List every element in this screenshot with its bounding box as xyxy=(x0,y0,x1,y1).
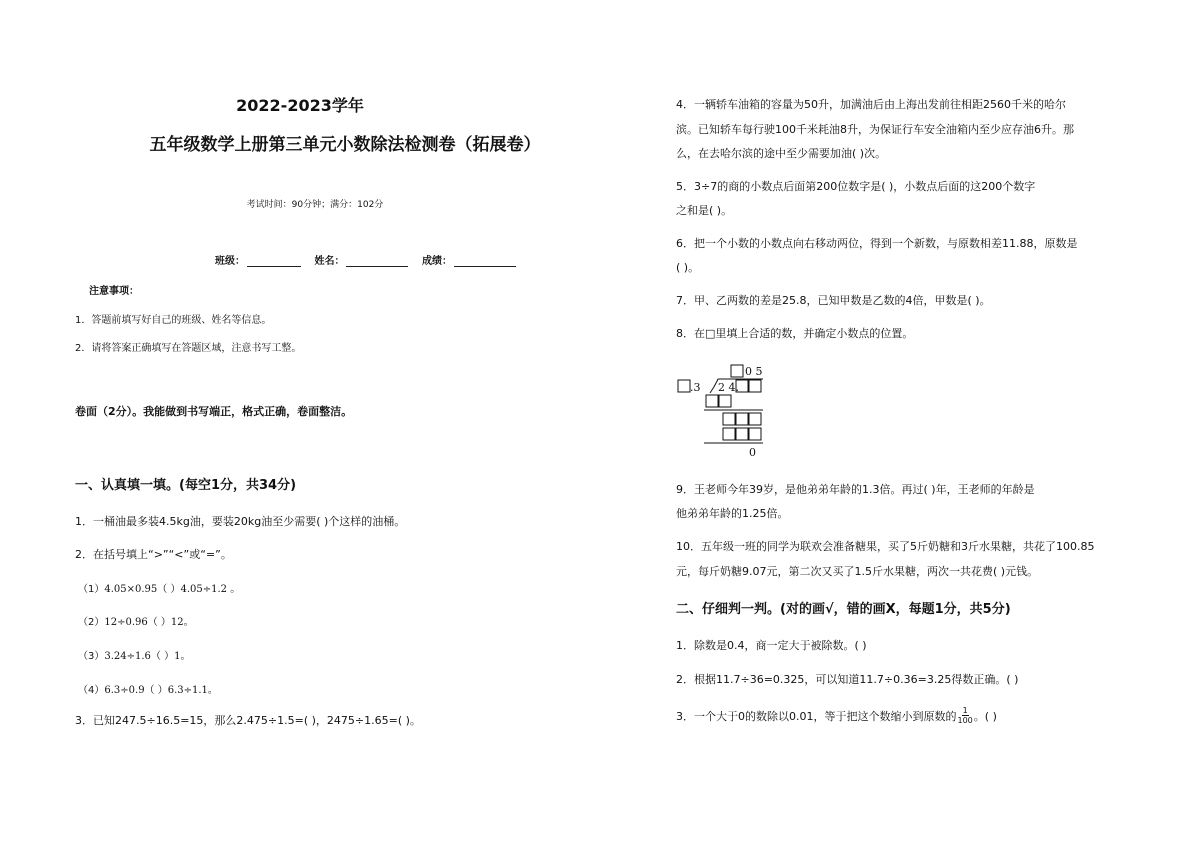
judge-question-1: 1．除数是0.4，商一定大于被除数。( ) xyxy=(676,639,867,652)
remainder-digit: 0 xyxy=(749,446,756,458)
question-5-line: 5．3÷7的商的小数点后面第200位数字是( )，小数点后面的这200个数字 xyxy=(676,180,1036,193)
sub-label: （2） xyxy=(78,617,105,628)
judge-question-3 xyxy=(676,706,997,725)
class-blank[interactable] xyxy=(247,256,301,267)
notes-title: 注意事项： xyxy=(89,286,139,297)
note-item: 2．请将答案正确填写在答题区域，注意书写工整。 xyxy=(75,343,302,354)
quotient-digits: 0 5 xyxy=(745,365,763,378)
question-3: 3．已知247.5÷16.5=15，那么2.475÷1.5=( )，2475÷1.65=( )。 xyxy=(75,714,421,727)
digit-box[interactable] xyxy=(723,413,735,425)
question-8: 8．在□里填上合适的数，并确定小数点的位置。 xyxy=(676,327,914,340)
question-4-line: 滨。已知轿车每行驶100千米耗油8升，为保证行车安全油箱内至少应存油6升。那 xyxy=(676,123,1074,136)
digit-box[interactable] xyxy=(736,413,748,425)
digit-box[interactable] xyxy=(749,428,761,440)
fraction-denominator: 100 xyxy=(957,716,973,725)
section2-heading: 二、仔细判一判。(对的画√，错的画X，每题1分，共5分) xyxy=(676,602,1011,617)
long-division-figure xyxy=(676,363,776,458)
exam-info: 考试时间：90分钟；满分：102分 xyxy=(246,200,384,210)
digit-box[interactable] xyxy=(678,380,690,392)
judge-question-3-tail: 。( ) xyxy=(973,709,997,723)
question-2: 2．在括号填上“>”“<”或“=”。 xyxy=(75,548,232,561)
digit-box[interactable] xyxy=(731,365,743,377)
sub-expr: 3.24÷1.6（ ）1。 xyxy=(104,651,191,662)
digit-box[interactable] xyxy=(723,428,735,440)
judge-question-3-text: 3．一个大于0的数除以0.01，等于把这个数缩小到原数的 xyxy=(676,709,957,723)
sub-label: （3） xyxy=(78,651,105,662)
divisor-digits: .3 xyxy=(690,381,701,394)
sub-label: （1） xyxy=(78,584,105,595)
question-10-line: 元，每斤奶糖9.07元，第二次又买了1.5斤水果糖，两次一共花费( )元钱。 xyxy=(676,565,1039,578)
sub-label: （4） xyxy=(78,685,105,696)
digit-box[interactable] xyxy=(719,395,731,407)
fraction xyxy=(958,706,973,725)
question-9-line: 他弟弟年龄的1.25倍。 xyxy=(676,507,789,520)
digit-box[interactable] xyxy=(736,428,748,440)
judge-question-2: 2．根据11.7÷36=0.325，可以知道11.7÷0.36=3.25得数正确。( ) xyxy=(676,673,1019,686)
digit-box[interactable] xyxy=(749,413,761,425)
sub-expr: 4.05×0.95（ ）4.05÷1.2 。 xyxy=(104,584,241,595)
neatness-note: 卷面（2分）。我能做到书写端正，格式正确，卷面整洁。 xyxy=(75,405,353,418)
student-fields xyxy=(215,252,526,267)
sub-expr: 6.3÷0.9（ ）6.3÷1.1。 xyxy=(104,685,218,696)
question-2-sub xyxy=(78,613,194,628)
question-2-sub xyxy=(78,647,190,662)
division-bracket xyxy=(710,379,718,393)
name-label: 姓名： xyxy=(314,256,345,267)
question-6-line: ( )。 xyxy=(676,261,700,274)
question-2-sub xyxy=(78,681,218,696)
question-10-line: 10．五年级一班的同学为联欢会准备糖果，买了5斤奶糖和3斤水果糖，共花了100.85 xyxy=(676,540,1095,553)
score-label: 成绩： xyxy=(421,256,452,267)
question-2-sub xyxy=(78,580,240,595)
sub-expr: 12÷0.96（ ）12。 xyxy=(104,617,194,628)
question-7: 7．甲、乙两数的差是25.8，已知甲数是乙数的4倍，甲数是( )。 xyxy=(676,294,991,307)
question-9-line: 9．王老师今年39岁，是他弟弟年龄的1.3倍。再过( )年，王老师的年龄是 xyxy=(676,483,1035,496)
name-blank[interactable] xyxy=(346,256,408,267)
class-label: 班级： xyxy=(215,256,245,267)
score-blank[interactable] xyxy=(454,256,516,267)
question-4-line: 4．一辆轿车油箱的容量为50升，加满油后由上海出发前往相距2560千米的哈尔 xyxy=(676,98,1066,111)
digit-box[interactable] xyxy=(749,380,761,392)
dividend-digits: 2 4. xyxy=(718,381,739,394)
exam-year: 2022-2023学年 xyxy=(236,96,364,115)
question-1: 1．一桶油最多装4.5kg油，要装20kg油至少需要( )个这样的油桶。 xyxy=(75,515,406,528)
question-5-line: 之和是( )。 xyxy=(676,204,733,217)
question-4-line: 么，在去哈尔滨的途中至少需要加油( )次。 xyxy=(676,147,887,160)
fraction-numerator: 1 xyxy=(962,706,968,715)
section1-heading: 一、认真填一填。(每空1分，共34分) xyxy=(75,478,297,493)
exam-title: 五年级数学上册第三单元小数除法检测卷（拓展卷） xyxy=(149,135,541,155)
question-6-line: 6．把一个小数的小数点向右移动两位，得到一个新数，与原数相差11.88，原数是 xyxy=(676,237,1078,250)
note-item: 1．答题前填写好自己的班级、姓名等信息。 xyxy=(75,315,272,326)
digit-box[interactable] xyxy=(706,395,718,407)
